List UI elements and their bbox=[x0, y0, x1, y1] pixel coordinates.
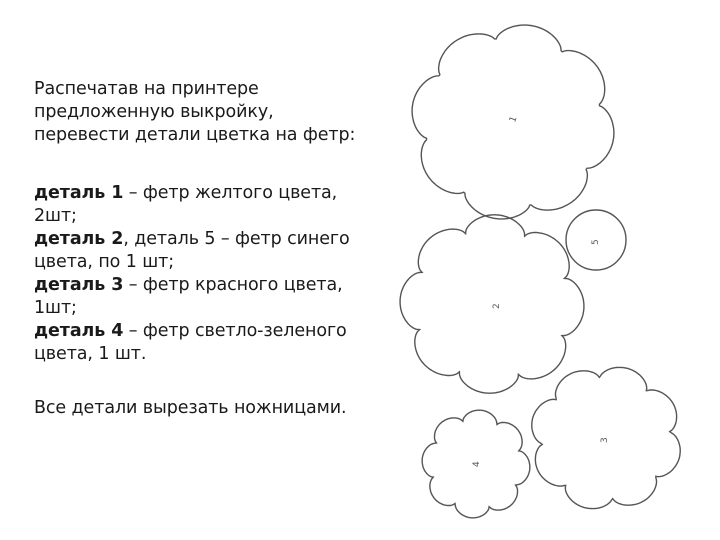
part-1-label: деталь 1 bbox=[34, 183, 124, 203]
intro-line-1: Распечатав на принтере bbox=[34, 79, 259, 99]
part-2-line-2: цвета, по 1 шт; bbox=[34, 252, 175, 272]
footer-instruction: Все детали вырезать ножницами. bbox=[34, 398, 347, 418]
intro-line-2: предложенную выкройку, bbox=[34, 102, 274, 122]
intro-line-3: перевести детали цветка на фетр: bbox=[34, 125, 356, 145]
flower-pattern-3-number: 3 bbox=[600, 437, 610, 443]
part-4-line-2: цвета, 1 шт. bbox=[34, 344, 147, 364]
part-3-label: деталь 3 bbox=[34, 275, 124, 295]
part-4-label: деталь 4 bbox=[34, 321, 124, 341]
flower-pattern-4-number: 4 bbox=[472, 461, 482, 467]
part-2-label: деталь 2 bbox=[34, 229, 124, 249]
part-2-text: , деталь 5 – фетр синего bbox=[123, 229, 350, 249]
part-3-text: – фетр красного цвета, bbox=[123, 275, 343, 295]
part-4-text: – фетр светло-зеленого bbox=[123, 321, 347, 341]
flower-pattern-2-number: 2 bbox=[492, 303, 502, 309]
flower-pattern-5-number: 5 bbox=[591, 239, 601, 245]
part-1-text: – фетр желтого цвета, bbox=[123, 183, 338, 203]
flower-pattern-1-number: 1 bbox=[508, 115, 520, 124]
part-3-line-2: 1шт; bbox=[34, 298, 77, 318]
part-1-line-2: 2шт; bbox=[34, 206, 77, 226]
